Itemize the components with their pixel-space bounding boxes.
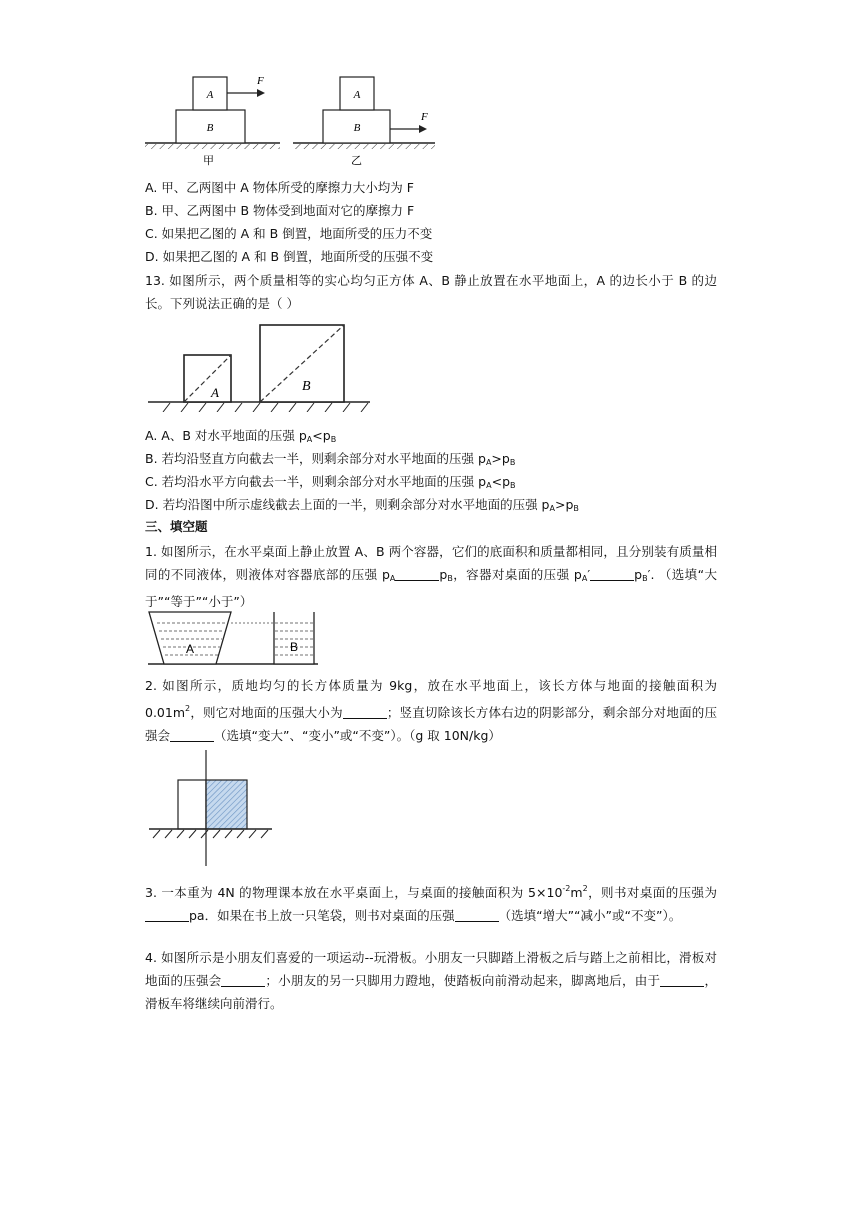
q13-stem: 13. 如图所示，两个质量相等的实心均匀正方体 A、B 静止放置在水平地面上，A 的边长小于 B 的边长。下列说法正确的是（ ） (145, 273, 717, 311)
fill1-blank-2[interactable] (590, 566, 634, 581)
container-a (149, 612, 231, 664)
q12-option-a: A. 甲、乙两图中 A 物体所受的摩擦力大小均为 F (145, 180, 414, 195)
cuboid-shaded-part (206, 780, 247, 829)
label-a-left: A (206, 89, 214, 101)
fill3-blank-1[interactable] (145, 907, 189, 922)
fill3-text: 3. 一本重为 4N 的物理课本放在水平桌面上，与桌面的接触面积为 $5\times 10^{-2}m^2$，则书对桌面的压强为pa．如果在书上放一只笔袋，则书对桌面的压强 （选填“增大”“减小”或“不变”）。 (145, 884, 717, 923)
label-b-left: B (206, 122, 214, 134)
q13-option-c: C. 若均沿水平方向截去一半，则剩余部分对水平地面的压强 $p_A<p_B$ (145, 474, 516, 490)
label-a-right: A (353, 89, 361, 101)
cubes-figure (148, 320, 373, 412)
caption-yi: 乙 (351, 154, 362, 167)
fill2-blank-1[interactable] (343, 704, 387, 719)
q13-option-d: D. 若均沿图中所示虚线截去上面的一半，则剩余部分对水平地面的压强 $p_A>p_B$ (145, 497, 579, 513)
fill1-blank-1[interactable] (395, 566, 439, 581)
fill4-text: 4. 如图所示是小朋友们喜爱的一项运动--玩滑板。小朋友一只脚踏上滑板之后与踏上之前相比，滑板对地面的压强会 ；小朋友的另一只脚用力蹬地，使踏板向前滑动起来，脚离地后，由于 ，滑板车将继续向前滑行。 (145, 950, 717, 1011)
label-b-right: B (353, 122, 361, 134)
fill2-blank-2[interactable] (170, 727, 214, 742)
q12-option-b: B. 甲、乙两图中 B 物体受到地面对它的摩擦力 F (145, 203, 415, 218)
label-f-right: F (421, 111, 428, 123)
section-title: 三、填空题 (145, 519, 208, 534)
q12-option-d: D. 如果把乙图的 A 和 B 倒置，地面所受的压强不变 (145, 249, 434, 264)
container-a-label: A (186, 642, 195, 656)
q13-option-a: A. A、B 对水平地面的压强 $p_A<p_B$ (145, 428, 337, 444)
fill2-text: 2. 如图所示，质地均匀的长方体质量为 9kg，放在水平地面上，该长方体与地面的接触面积为 $0.01m^2$，则它对地面的压强大小为 ；竖直切除该长方体右边的阴影部分，剩余部分对地面的压强会 （选填“变大”、“变小”或“不变”）。（g 取 10N/kg） (145, 678, 717, 743)
cube-b-label: B (302, 379, 311, 394)
fill1-text: 1. 如图所示，在水平桌面上静止放置 A、B 两个容器，它们的底面积和质量都相同，且分别装有质量相同的不同液体，则液体对容器底部的压强 $p_A$ $p_B$，容器对桌面的压强 $p_A'$ $p_B'$. （选填“大于”“等于”“小于”） (145, 544, 717, 609)
q12-option-c: C. 如果把乙图的 A 和 B 倒置，地面所受的压力不变 (145, 226, 433, 241)
containers-figure (146, 608, 321, 670)
cuboid-left-part (178, 780, 206, 829)
caption-jia: 甲 (203, 154, 214, 167)
fill3-blank-2[interactable] (455, 907, 499, 922)
q13-option-b: B. 若均沿竖直方向截去一半，则剩余部分对水平地面的压强 $p_A>p_B$ (145, 451, 516, 467)
label-f-left: F (257, 75, 264, 87)
container-b-label: B (290, 640, 299, 654)
fill4-blank-2[interactable] (660, 972, 704, 987)
fill4-blank-1[interactable] (221, 972, 265, 987)
friction-figure (143, 72, 443, 168)
cube-a-label: A (211, 385, 219, 400)
container-b (274, 612, 314, 664)
cuboid-figure (146, 748, 276, 868)
